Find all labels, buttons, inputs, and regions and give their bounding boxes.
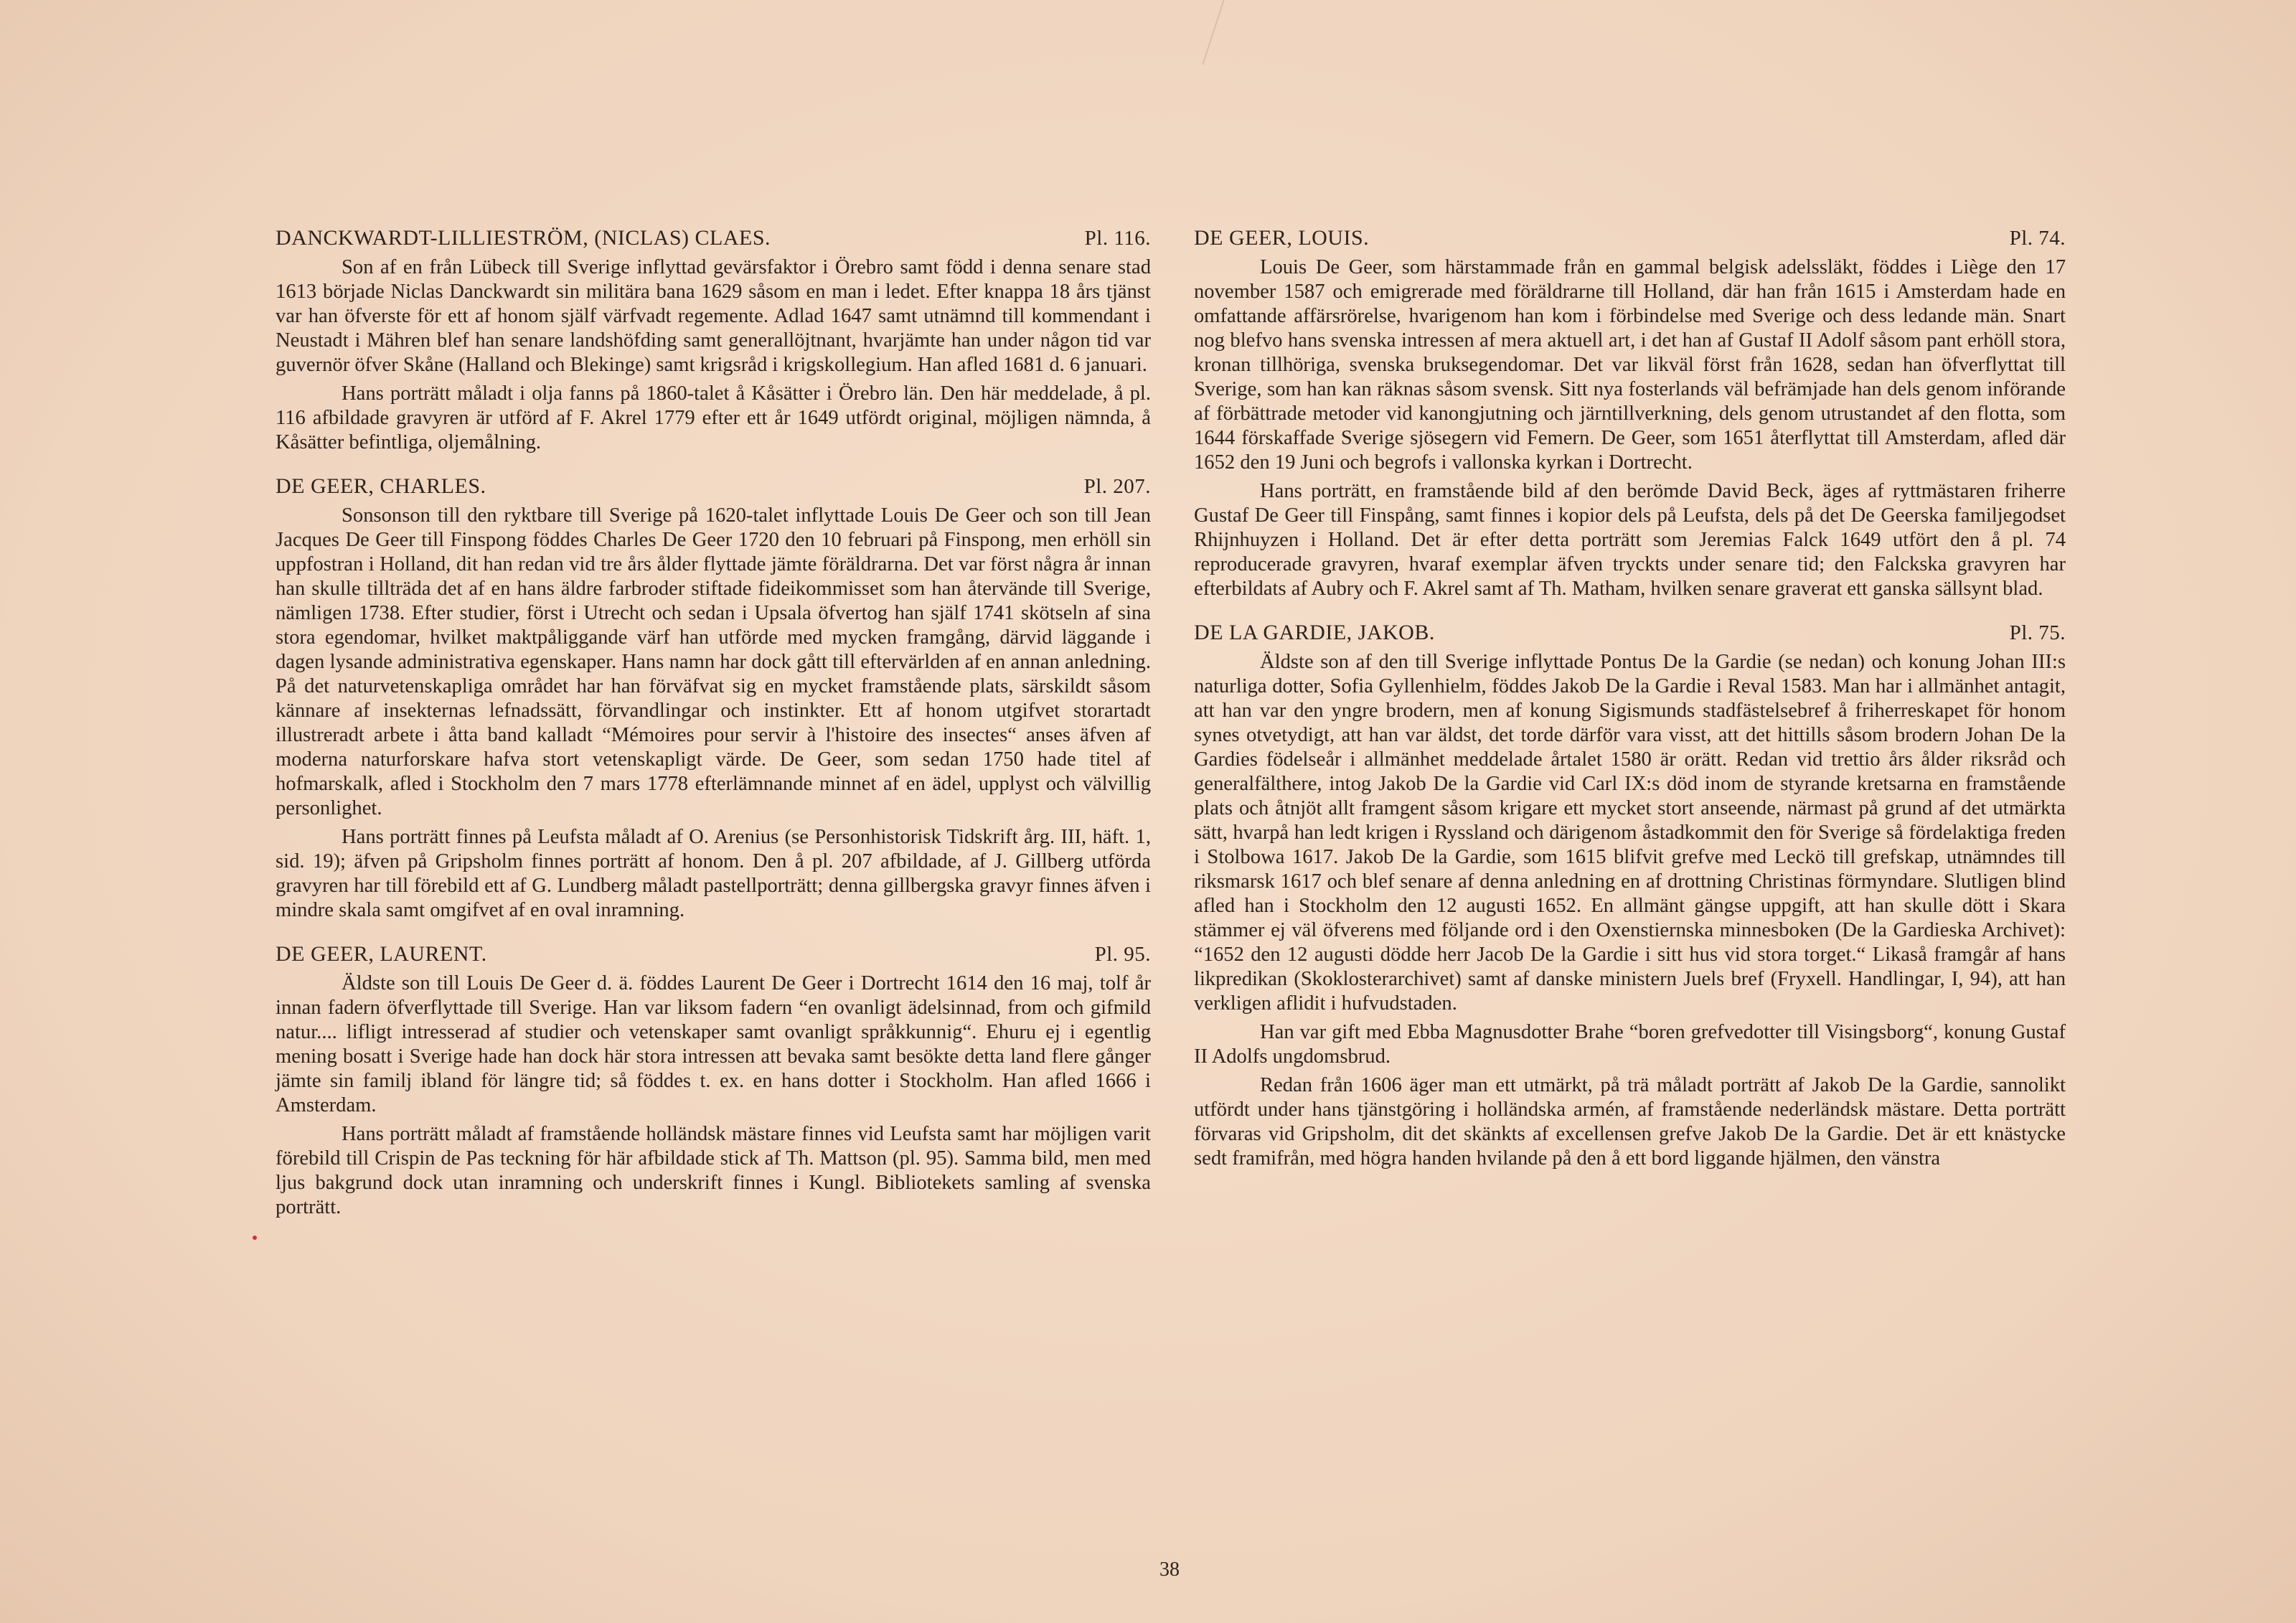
- entry-heading: [276, 940, 1151, 969]
- plate-reference: Pl. 207.: [1083, 475, 1151, 498]
- entry-name: DANCKWARDT-LILLIESTRÖM, (NICLAS) CLAES.: [276, 226, 771, 250]
- page-number: 38: [1159, 1558, 1180, 1581]
- plate-reference: Pl. 74.: [2009, 227, 2066, 250]
- biography-entry: [1194, 224, 2066, 601]
- right-column: [1194, 224, 2066, 1188]
- biography-entry: [276, 472, 1151, 923]
- entry-paragraph: Son af en från Lübeck till Sverige inflyttad gevärsfaktor i Örebro samt född i denna senare stad 1613 började Niclas Danckwardt sin militära bana 1629 såsom en man i ledet. Efter knappa 18 års tjänst var han öfverste för ett af honom själf värfvadt regemente. Adlad 1647 samt utnämnd till kommendant i Neustadt i Mähren blef han senare landshöfding samt generallöjtnant, hvarjämte han under någon tid var guvernör öfver Skåne (Halland och Blekinge) samt krigsråd i krigskollegium. Han afled 1681 d. 6 januari.: [276, 256, 1151, 376]
- entry-paragraph: Redan från 1606 äger man ett utmärkt, på trä måladt porträtt af Jakob De la Gardie, sannolikt utfördt under hans tjänstgöring i holländska armén, af framstående nederländsk mästare. Detta porträtt förvaras vid Gripsholm, dit det skänkts af excellensen grefve Jakob De la Gardie. Det är ett knästycke sedt framifrån, med högra handen hvilande på den å ett bord liggande hjälmen, den vänstra: [1194, 1074, 2066, 1170]
- entry-paragraph: Hans porträtt finnes på Leufsta måladt af O. Arenius (se Personhistorisk Tidskrift årg. III, häft. 1, sid. 19); äfven på Gripsholm finnes porträtt af honom. Den å pl. 207 afbildade, af J. Gillberg utförda gravyren har till förebild ett af G. Lundberg måladt pastellporträtt; denna gillbergska gravyr finnes äfven i mindre skala samt omgifvet af en oval inramning.: [276, 826, 1151, 921]
- entry-paragraph: Äldste son till Louis De Geer d. ä. föddes Laurent De Geer i Dortrecht 1614 den 16 maj, tolf år innan fadern öfverflyttade till Sverige. Han var liksom fadern “en ovanligt ädelsinnad, from och gifmild natur.... lifligt intresserad af studier och vetenskaper samt ovanligt språkkunnig“. Ehuru ej i egentlig mening bosatt i Sverige hade han dock här stora intressen att bevaka samt besökte detta land flere gånger jämte sin familj ibland för längre tid; så föddes t. ex. en hans dotter i Stockholm. Han afled 1666 i Amsterdam.: [276, 972, 1151, 1116]
- entry-paragraph: Äldste son af den till Sverige inflyttade Pontus De la Gardie (se nedan) och konung Johan III:s naturliga dotter, Sofia Gyllenhielm, föddes Jakob De la Gardie i Reval 1583. Man har i allmänhet antagit, att han var den yngre brodern, men af konung Sigismunds stadfästelsebref å friherreskapet för honom synes otvetydigt, att han var äldst, det torde därför vara visst, att det hittills såsom brodern Johan De la Gardies födelseår i allmänhet meddelade årtalet 1580 är orätt. Redan vid trettio års ålder riksråd och generalfälthere, intog Jakob De la Gardie vid Carl IX:s död inom de styrande kretsarna en framstående plats och åtnjöt allt framgent såsom krigare ett mycket stort anseende, närmast på grund af det utmärkta sätt, hvarpå han ledt krigen i Ryssland och därigenom åstadkommit den för Sverige så fördelaktiga freden i Stolbowa 1617. Jakob De la Gardie, som 1615 blifvit grefve med Leckö till grefskap, utnämndes till riksmarsk 1617 och blef senare af denna anledning en af drottning Christinas förmyndare. Slutligen blind afled han i Stockholm den 12 augusti 1652. En allmänt gängse uppgift, att han skulle dött i Skara stämmer ej väl öfverens med följande ord i den Oxenstiernska minnesboken (De la Gardieska Archivet): “1652 den 12 augusti dödde herr Jacob De la Gardie i sitt hus vid stora torget.“ Likaså framgår af hans likpredikan (Skoklosterarchivet) samt af danske ministern Juels bref (Fryxell. Handlingar, I, 94), att han verkligen aflidit i hufvudstaden.: [1194, 651, 2066, 1015]
- plate-reference: Pl. 75.: [2009, 621, 2066, 644]
- entry-paragraph: Han var gift med Ebba Magnusdotter Brahe “boren grefvedotter till Visingsborg“, konung Gustaf II Adolfs ungdomsbrud.: [1194, 1021, 2066, 1068]
- entry-paragraph: Hans porträtt, en framstående bild af den berömde David Beck, äges af ryttmästaren friherre Gustaf De Geer till Finspång, samt finnes i kopior dels på Leufsta, dels på det De Geerska familjegodset Rhijnhuyzen i Holland. Det är efter detta porträtt som Jeremias Falck 1649 utfört den å pl. 74 reproducerade gravyren, hvaraf exemplar äfven tryckts under senare tid; den Falckska gravyren har efterbildats af Aubry och F. Akrel samt af Th. Matham, hvilken senare graverat ett ganska sällsynt blad.: [1194, 480, 2066, 600]
- entry-name: DE GEER, LAURENT.: [276, 942, 487, 966]
- entry-paragraph: Louis De Geer, som härstammade från en gammal belgisk adelssläkt, föddes i Liège den 17 november 1587 och emigrerade med föräldrarne till Holland, där han från 1615 i Amsterdam hade en omfattande affärsrörelse, hvarigenom han kom i förbindelse med Sverige och dess ledande män. Snart nog blefvo hans svenska intressen af mera aktuell art, i det han af Gustaf II Adolf såsom pant erhöll stora, kronan tillhöriga, svenska bruksegendomar. Det var likväl först från 1628, sedan han öfverflyttat till Sverige, som han kan räknas såsom svensk. Sitt nya fosterlands väl befrämjade han dels genom införande af förbättrade metoder vid kanongjutning och järntillverkning, dels genom utrustandet af den flotta, som 1644 förskaffade Sverige sjösegern vid Femern. De Geer, som 1651 återflyttat till Amsterdam, afled där 1652 den 19 Juni och begrofs i vallonska kyrkan i Dortrecht.: [1194, 256, 2066, 474]
- entry-heading: [1194, 618, 2066, 647]
- ink-spot: [253, 1236, 257, 1240]
- biography-entry: [1194, 618, 2066, 1171]
- entry-paragraph: Hans porträtt måladt af framstående holländsk mästare finnes vid Leufsta samt har möjligen varit förebild till Crispin de Pas teckning för här afbildade stick af Th. Mattson (pl. 95). Samma bild, men med ljus bakgrund dock utan inramning och underskrift finnes i Kungl. Bibliotekets samling af svenska porträtt.: [276, 1123, 1151, 1218]
- entry-heading: [276, 472, 1151, 501]
- entry-heading: [1194, 224, 2066, 253]
- entry-name: DE GEER, CHARLES.: [276, 474, 486, 498]
- left-column: [276, 224, 1151, 1237]
- entry-name: DE GEER, LOUIS.: [1194, 226, 1370, 250]
- biography-entry: [276, 940, 1151, 1220]
- biography-entry: [276, 224, 1151, 455]
- entry-name: DE LA GARDIE, JAKOB.: [1194, 621, 1435, 644]
- entry-paragraph: Sonsonson till den ryktbare till Sverige på 1620-talet inflyttade Louis De Geer och son till Jean Jacques De Geer till Finspong föddes Charles De Geer 1720 den 10 februari på Finspong, men erhöll sin uppfostran i Holland, dit han redan vid tre års ålder flyttade jämte föräldrarna. Det var först några år innan han skulle tillträda det af en hans äldre farbroder stiftade fideikommisset som han återvände till Sverige, nämligen 1738. Efter studier, först i Utrecht och sedan i Upsala öfvertog han själf 1741 skötseln af sina stora egendomar, hvilket maktpåliggande värf han utförde med mycken framgång, därvid läggande i dagen lysande administrativa egenskaper. Hans namn har dock gått till eftervärlden af en annan anledning. På det naturvetenskapliga området har han förväfvat sig en mycket framstående plats, särskildt såsom kännare af insekternas lefnadssätt, förvandlingar och instinkter. Ett af honom utgifvet storartadt illustreradt arbete i åtta band kalladt “Mémoires pour servir à l'histoire des insectes“ anses äfven af moderna naturforskare hafva stort vetenskapligt värde. De Geer, som sedan 1750 hade titel af hofmarskalk, afled i Stockholm den 7 mars 1778 efterlämnande minnet af en ädel, upplyst och välvillig personlighet.: [276, 504, 1151, 819]
- plate-reference: Pl. 116.: [1084, 227, 1151, 250]
- paper-fold-mark: [1123, 0, 1224, 65]
- entry-heading: [276, 224, 1151, 253]
- plate-reference: Pl. 95.: [1094, 943, 1151, 966]
- entry-paragraph: Hans porträtt måladt i olja fanns på 1860-talet å Kåsätter i Örebro län. Den här meddelade, å pl. 116 afbildade gravyren är utförd af F. Akrel 1779 efter ett år 1649 utfördt original, möjligen nämnda, å Kåsätter befintliga, oljemålning.: [276, 382, 1151, 453]
